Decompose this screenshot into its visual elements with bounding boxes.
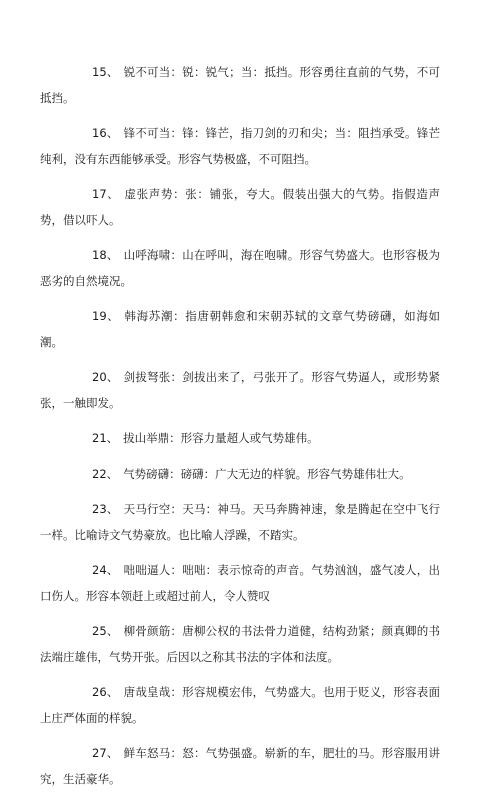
- idiom-entry-19: [40, 304, 440, 355]
- idiom-entry-15: [40, 60, 440, 111]
- idiom-entry-20: [40, 365, 440, 416]
- entry-number: 27、: [92, 746, 119, 760]
- entry-text: 气势磅礴：磅礴：广大无边的样貌。形容气势雄伟壮大。: [123, 466, 411, 481]
- entry-number: 24、: [92, 563, 119, 577]
- entry-text: 拔山举鼎：形容力量超人或气势雄伟。: [123, 431, 319, 445]
- entry-number: 19、: [92, 309, 120, 323]
- idiom-entry-16: [40, 121, 440, 172]
- entry-number: 16、: [92, 126, 119, 140]
- entry-text: 韩海苏潮：指唐朝韩愈和宋朝苏轼的文章气势磅礴，如海如潮。: [40, 309, 441, 349]
- entry-number: 21、: [92, 431, 119, 445]
- entry-number: 17、: [92, 187, 120, 201]
- idiom-entry-27: [40, 741, 440, 792]
- idiom-entry-21: [40, 426, 440, 452]
- entry-number: 18、: [92, 248, 119, 262]
- idiom-entry-25: [40, 619, 440, 670]
- idiom-entry-17: [40, 182, 440, 233]
- entry-number: 22、: [92, 466, 119, 481]
- entry-number: 15、: [92, 65, 119, 79]
- entry-number: 25、: [92, 624, 119, 638]
- entry-number: 20、: [92, 370, 119, 384]
- entry-number: 23、: [92, 502, 119, 516]
- idiom-entry-23: [40, 497, 440, 548]
- entry-text: 剑拔弩张：剑拔出来了，弓张开了。形容气势逼人，或形势紧张，一触即发。: [40, 370, 440, 410]
- idiom-entry-22: [40, 462, 440, 488]
- idiom-list: [40, 60, 440, 802]
- idiom-entry-26: [40, 680, 440, 731]
- idiom-entry-24: [40, 558, 440, 609]
- entry-text: 虚张声势：张：铺张，夸大。假装出强大的气势。指假造声势，借以吓人。: [40, 187, 441, 227]
- entry-number: 26、: [92, 685, 119, 699]
- entry-text: 唐哉皇哉：形容规模宏伟，气势盛大。也用于贬义，形容表面上庄严体面的样貌。: [40, 685, 440, 725]
- entry-text: 锋不可当：锋：锋芒，指刀剑的刃和尖；当：阻挡承受。锋芒纯利，没有东西能够承受。形容气势极盛，不可阻挡。: [40, 126, 440, 166]
- entry-text: 咄咄逼人：咄咄：表示惊奇的声音。气势汹汹，盛气凌人，出口伤人。形容本领赶上或超过前人，令人赞叹: [40, 563, 440, 603]
- entry-text: 锐不可当：锐：锐气；当：抵挡。形容勇往直前的气势，不可抵挡。: [40, 65, 440, 105]
- entry-text: 鲜车怒马：怒：气势强盛。崭新的车，肥壮的马。形容服用讲究，生活豪华。: [40, 746, 440, 786]
- entry-text: 山呼海啸：山在呼叫，海在咆啸。形容气势盛大。也形容极为恶劣的自然境况。: [40, 248, 440, 288]
- idiom-entry-18: [40, 243, 440, 294]
- entry-text: 天马行空：天马：神马。天马奔腾神速，象是腾起在空中飞行一样。比喻诗文气势豪放。也比喻人浮躁，不踏实。: [40, 502, 440, 542]
- entry-text: 柳骨颜筋：唐柳公权的书法骨力道健，结构劲紧；颜真卿的书法端庄雄伟，气势开张。后因以之称其书法的字体和法度。: [40, 624, 440, 664]
